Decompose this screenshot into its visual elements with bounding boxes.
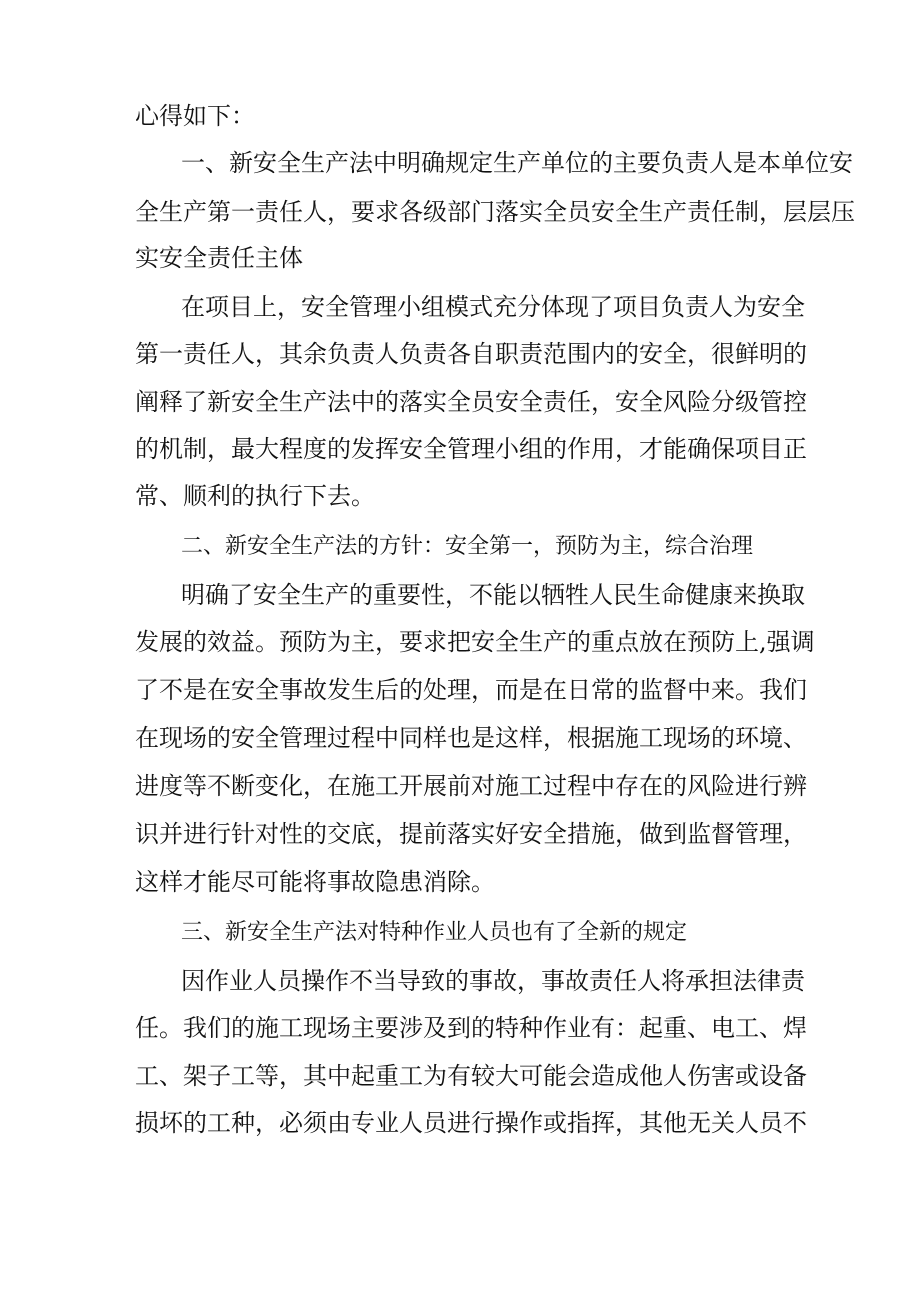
paragraph-2-line-4: 在现场的安全管理过程中同样也是这样，根据施工现场的环境、 xyxy=(135,724,807,752)
paragraph-3-line-2: 任。我们的施工现场主要涉及到的特种作业有：起重、电工、焊 xyxy=(135,1014,807,1042)
intro-line: 心得如下： xyxy=(135,102,255,130)
paragraph-3-line-4: 损坏的工种，必须由专业人员进行操作或指挥，其他无关人员不 xyxy=(135,1109,807,1137)
paragraph-1-line-3: 阐释了新安全生产法中的落实全员安全责任，安全风险分级管控 xyxy=(135,388,807,416)
paragraph-1-line-1: 在项目上，安全管理小组模式充分体现了项目负责人为安全 xyxy=(181,293,805,321)
section-3-heading: 三、新安全生产法对特种作业人员也有了全新的规定 xyxy=(181,920,688,945)
section-1-line-1: 一、新安全生产法中明确规定生产单位的主要负责人是本单位安 xyxy=(181,149,853,177)
paragraph-2-line-5: 进度等不断变化，在施工开展前对施工过程中存在的风险进行辨 xyxy=(135,772,807,800)
paragraph-3-line-1: 因作业人员操作不当导致的事故，事故责任人将承担法律责 xyxy=(181,967,805,995)
paragraph-1-line-4: 的机制，最大程度的发挥安全管理小组的作用，才能确保项目正 xyxy=(135,435,807,463)
paragraph-3-line-3: 工、架子工等，其中起重工为有较大可能会造成他人伤害或设备 xyxy=(135,1062,807,1090)
paragraph-2-line-1: 明确了安全生产的重要性，不能以牺牲人民生命健康来换取 xyxy=(181,581,805,609)
section-1-line-3: 实安全责任主体 xyxy=(135,244,303,272)
paragraph-2-line-6: 识并进行针对性的交底，提前落实好安全措施，做到监督管理， xyxy=(135,820,807,848)
paragraph-2-line-7: 这样才能尽可能将事故隐患消除。 xyxy=(135,868,495,896)
section-1-line-2: 全生产第一责任人，要求各级部门落实全员安全生产责任制，层层压 xyxy=(135,198,855,226)
paragraph-1-line-5: 常、顺利的执行下去。 xyxy=(135,482,375,510)
section-2-heading: 二、新安全生产法的方针：安全第一，预防为主，综合治理 xyxy=(181,534,754,559)
paragraph-1-line-2: 第一责任人，其余负责人负责各自职责范围内的安全，很鲜明的 xyxy=(135,340,807,368)
paragraph-2-line-2: 发展的效益。预防为主，要求把安全生产的重点放在预防上,强调 xyxy=(135,628,815,656)
paragraph-2-line-3: 了不是在安全事故发生后的处理，而是在日常的监督中来。我们 xyxy=(135,676,807,704)
